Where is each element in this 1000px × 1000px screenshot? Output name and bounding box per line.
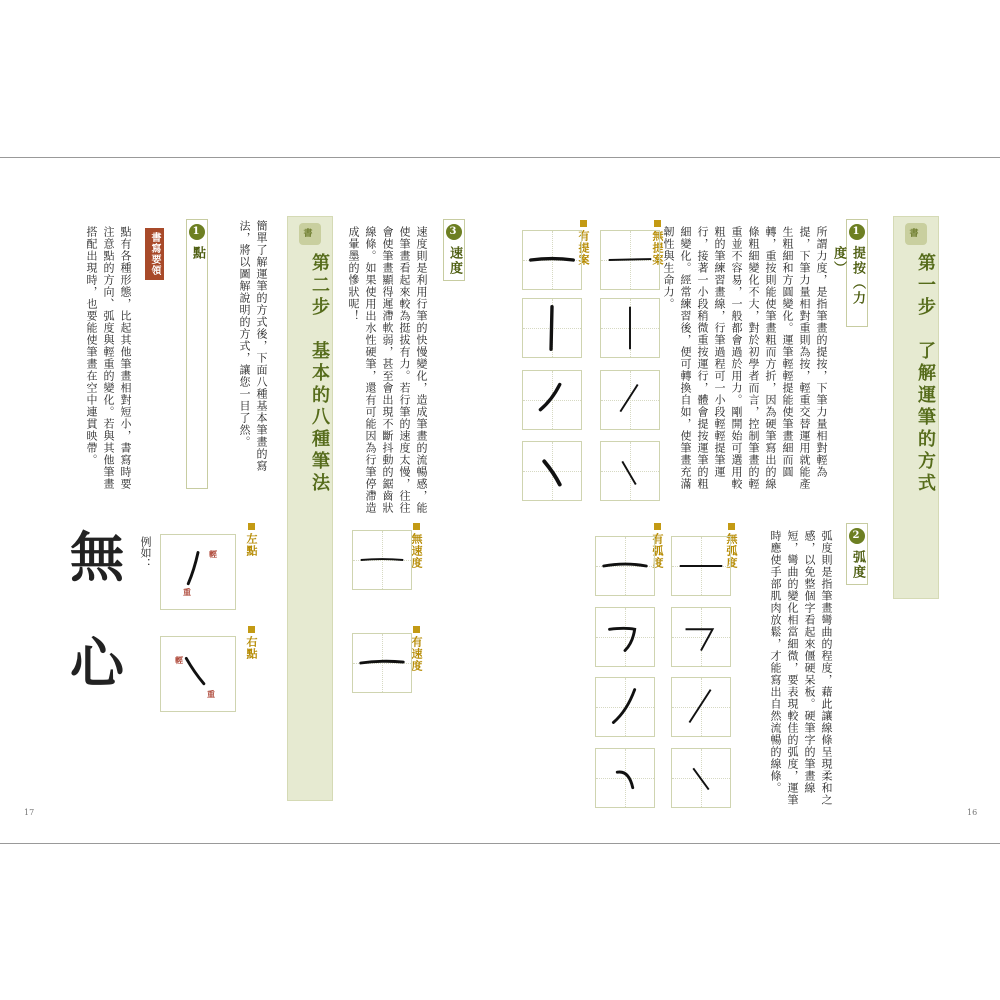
step1-title: 第一步 了解運筆的方式 [915,253,936,495]
left-dot-box [160,534,236,610]
step2-intro: 簡單了解運筆的方式後，下面八種基本筆畫的寫法，將以圖解說明的方式，讓您一目了然。 [238,220,268,472]
sec-dian-header [186,219,208,489]
example-char-2: 心 [70,631,124,695]
stroke-box [352,530,412,590]
book-spread [0,157,1000,844]
sec-hudu-text: 弧度則是指筆畫彎曲的程度，藉此讓線條呈現柔和之感，以免整個字看起來僵硬呆板。硬筆字的筆畫線短，彎曲的變化相當細微，要表現較佳的弧度，運筆時應使手部肌肉放鬆，才能寫出自然流暢的線條。 [769,530,833,806]
stroke-box [600,441,660,501]
step2-banner [287,216,333,801]
label-no-tiban: 無提案 [649,220,665,266]
writing-tips-tag: 書寫要領 [145,228,164,280]
sec-sudu-title: 速度 [447,246,462,276]
example-char-1: 無 [70,525,124,589]
sec-hudu-header [846,523,868,585]
step1-banner [893,216,939,599]
stroke-box [600,298,660,358]
page-number-right: 16 [967,808,978,817]
label-left-dot: 左點 [243,523,259,557]
sec-dian-title: 點 [190,246,205,261]
seal-icon: 書 [905,223,927,245]
stroke-box [600,370,660,430]
stroke-box [671,748,731,808]
mark-heavy: 重 [183,587,191,597]
stroke-box [671,607,731,667]
step2-title: 第二步 基本的八種筆法 [309,253,330,495]
stroke-box [600,230,660,290]
label-has-tiban: 有提案 [575,220,591,266]
seal-icon: 書 [299,223,321,245]
sec-tiban-title: 提按（力度） [831,246,865,306]
stroke-box [522,298,582,358]
sec-dian-text: 點有各種形態，比起其他筆畫相對短小，書寫時要注意點的方向、弧度與輕重的變化。若與其他筆畫搭配出現時，也要能使筆畫在空中連貫映帶。 [85,226,132,490]
mark-light: 輕 [175,655,183,665]
label-has-sudu: 有速度 [408,626,424,672]
stroke-box [522,230,582,290]
mark-heavy: 重 [207,689,215,699]
stroke-box [595,536,655,596]
stroke-box [595,607,655,667]
stroke-box [522,370,582,430]
sec-hudu-number: 2 [849,528,865,544]
mark-light: 輕 [209,549,217,559]
stroke-box [671,536,731,596]
stroke-box [671,677,731,737]
page-number-left: 17 [24,808,35,817]
example-label: 例如： [139,536,152,569]
sec-sudu-text: 速度則是利用行筆的快慢變化，造成筆畫的流暢感，能使筆畫看起來較為挺拔有力。若行筆的速度太慢，往往會使筆畫顯得遲滯軟弱，甚至會出現不斷抖動的鋸齒狀線條。如果使用出水性硬筆，還有可能因為行筆停滯造成暈墨的慘狀呢！ [347,226,428,514]
sec-sudu-number: 3 [446,224,462,240]
sec-sudu-header [443,219,465,281]
label-right-dot: 右點 [243,626,259,660]
sec-tiban-number: 1 [849,224,865,240]
label-no-sudu: 無速度 [408,523,424,569]
stroke-box [595,748,655,808]
stroke-box [595,677,655,737]
sec-dian-number: 1 [189,224,205,240]
sec-tiban-text: 所謂力度，是指筆畫的提按，下筆力量相對輕為提，下筆力量相對重則為按，輕重交替運用就能產生粗細和方圓變化。運筆輕輕提能使筆畫細而圓轉，重按則能使筆畫粗而方折，因為硬筆寫出的線條粗細變化不大，對於初學者而言，控制筆畫的輕重並不容易，一般都會過於用力。剛開始可選用較粗的筆練習畫線，行筆過程可一小段輕輕提筆運行，接著一小段稍微重按運行，體會提按運筆的粗細變化。經常練習後，便可轉換自如，使筆畫充滿韌性與生命力。 [662,226,828,490]
label-has-hudu: 有弧度 [649,523,665,569]
label-no-hudu: 無弧度 [723,523,739,569]
right-dot-box [160,636,236,712]
stroke-box [522,441,582,501]
stroke-box [352,633,412,693]
sec-hudu-title: 弧度 [850,550,865,580]
sec-tiban-header [831,219,868,327]
